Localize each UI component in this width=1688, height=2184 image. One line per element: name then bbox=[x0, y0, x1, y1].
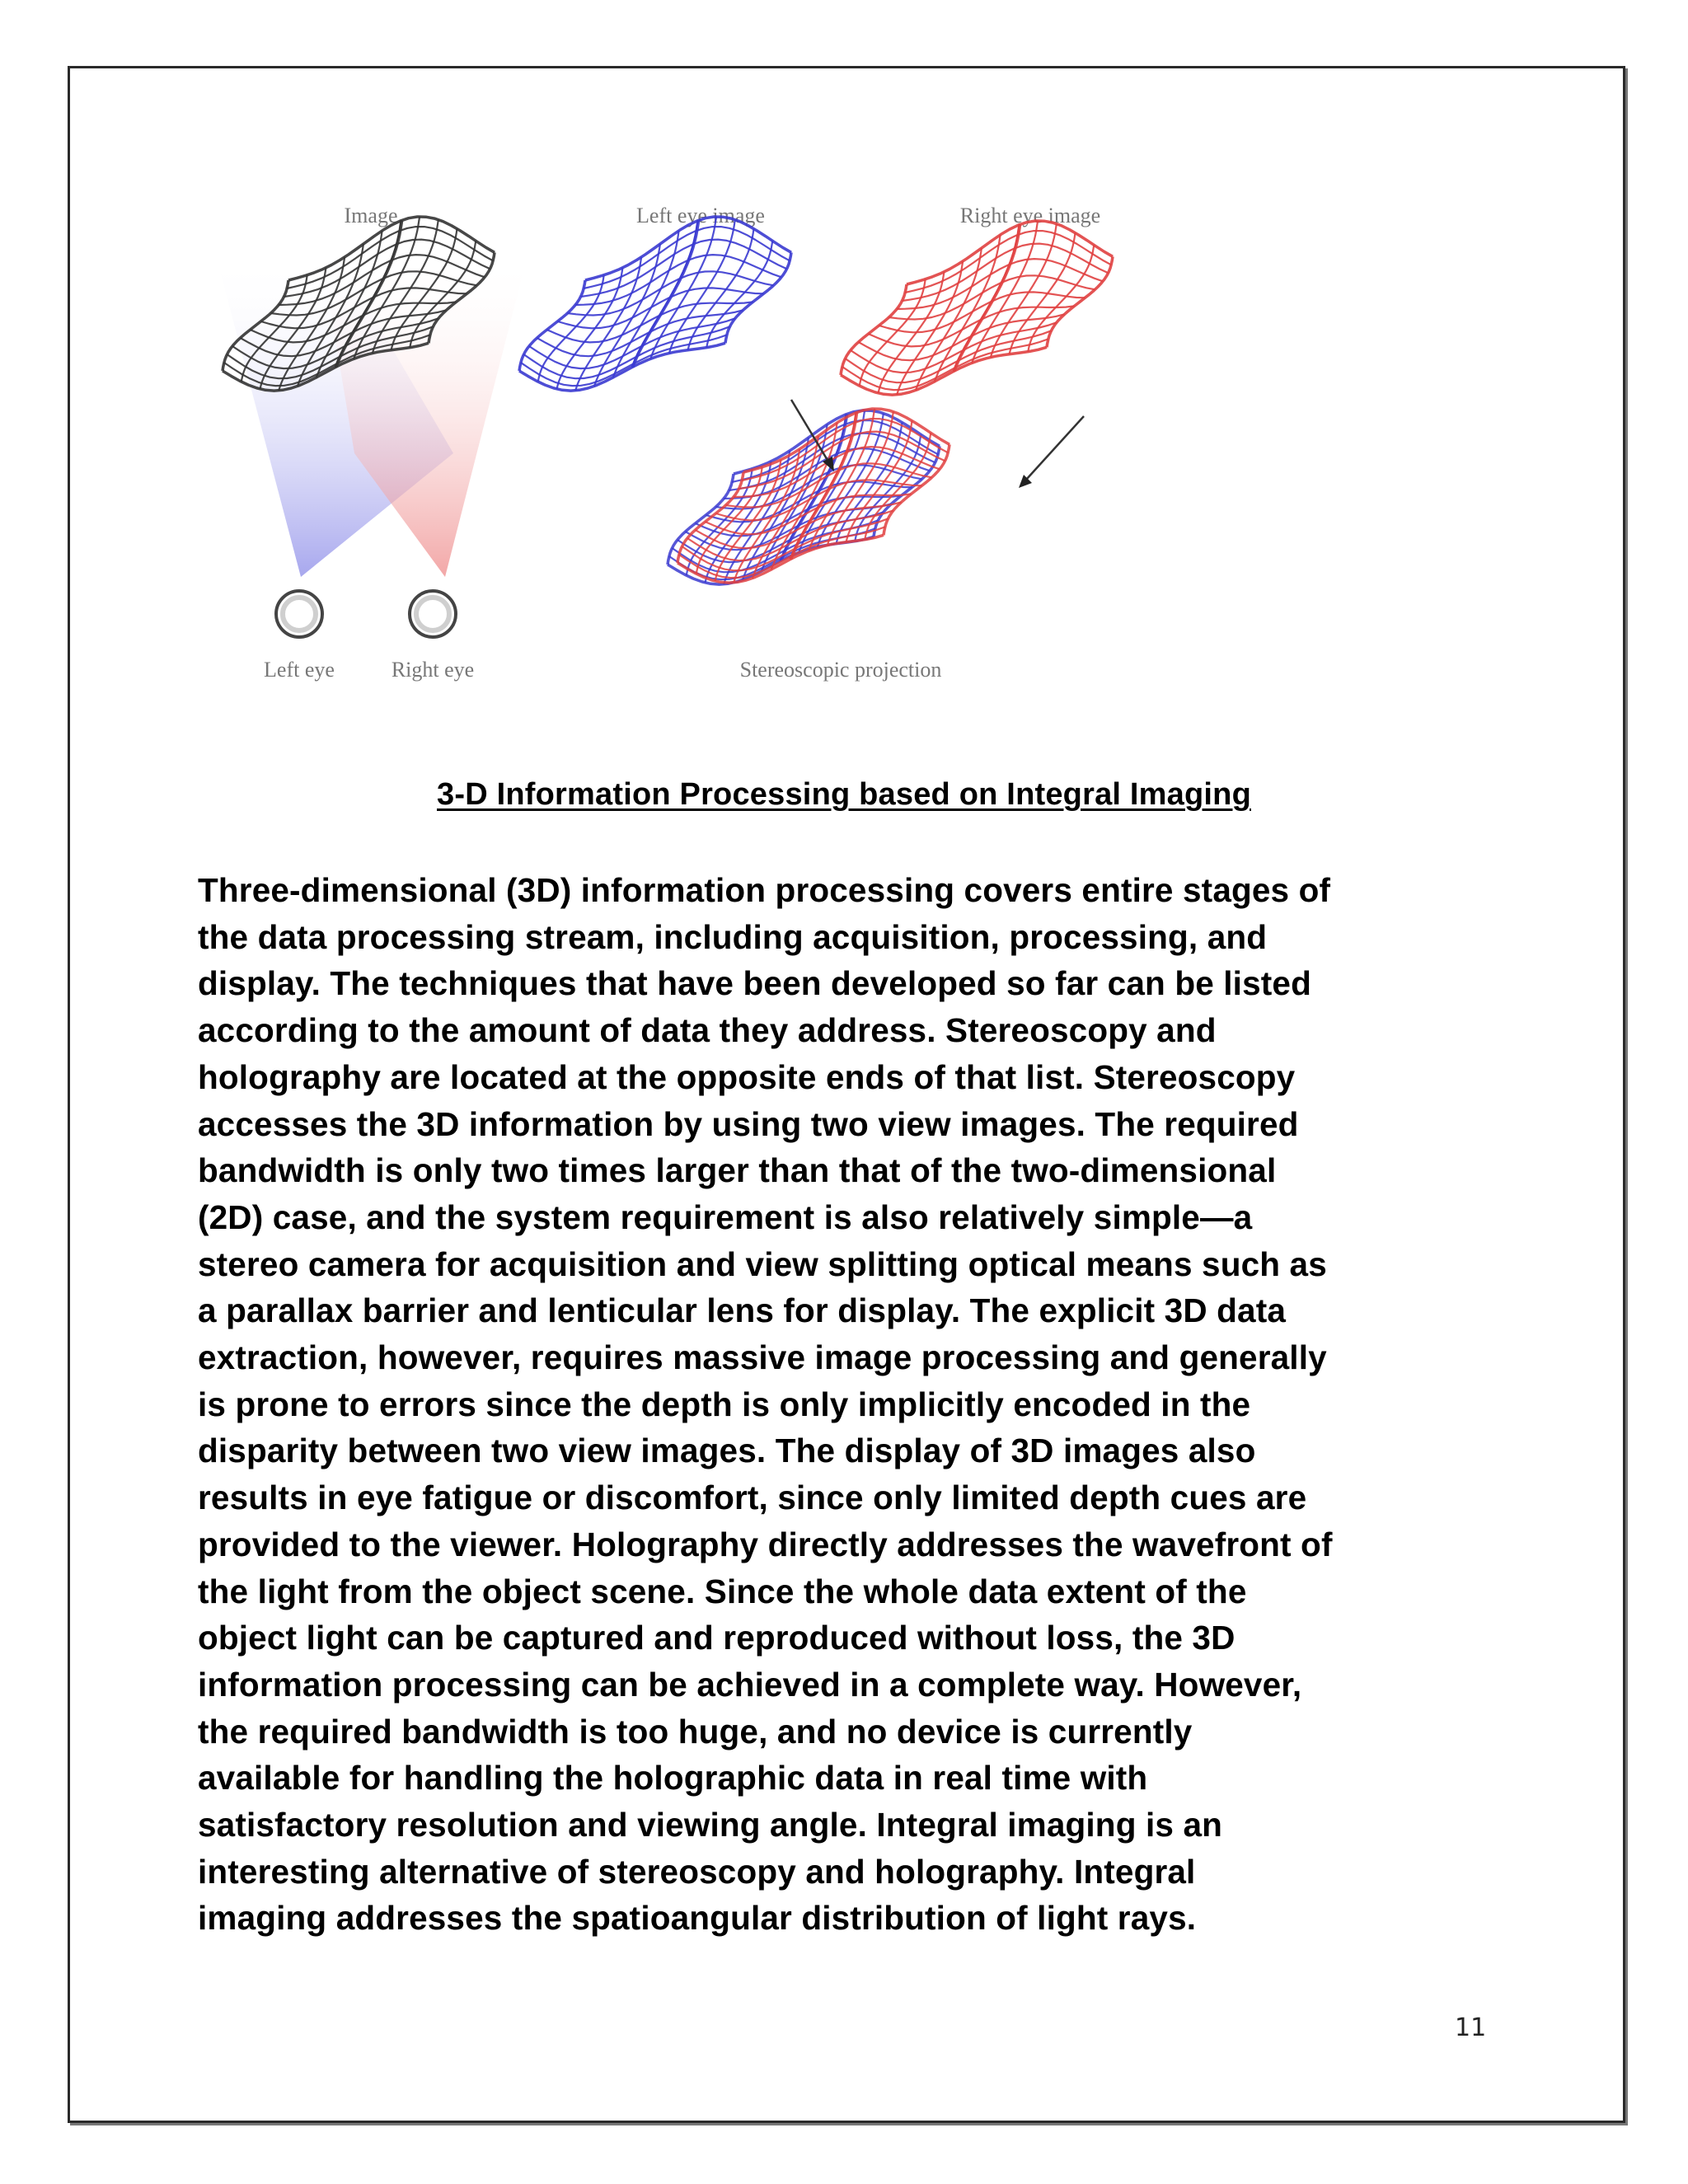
body-line: according to the amount of data they address. Stereoscopy and bbox=[198, 1011, 1217, 1050]
body-line: imaging addresses the spatioangular distribution of light rays. bbox=[198, 1899, 1197, 1938]
body-line: Three-dimensional (3D) information processing covers entire stages of bbox=[198, 871, 1331, 909]
surface-mesh-stereoscopic bbox=[668, 409, 950, 584]
section-heading: 3-D Information Processing based on Integral Imaging bbox=[437, 777, 1251, 812]
body-line: the data processing stream, including acquisition, processing, and bbox=[198, 917, 1268, 956]
label-left-eye: Left eye bbox=[264, 658, 335, 682]
body-line: display. The techniques that have been developed so far can be listed bbox=[198, 964, 1311, 1003]
body-line: bandwidth is only two times larger than that of the two-dimensional bbox=[198, 1151, 1277, 1190]
body-line: information processing can be achieved in a complete way. However, bbox=[198, 1665, 1302, 1704]
body-line: provided to the viewer. Holography directly addresses the wavefront of bbox=[198, 1525, 1333, 1563]
body-line: stereo camera for acquisition and view splitting optical means such as bbox=[198, 1244, 1327, 1283]
body-line: satisfactory resolution and viewing angle. Integral imaging is an bbox=[198, 1806, 1223, 1844]
body-line: disparity between two view images. The display of 3D images also bbox=[198, 1432, 1256, 1470]
label-left-eye-image: Left eye image bbox=[636, 204, 765, 227]
label-right-eye-image: Right eye image bbox=[959, 204, 1101, 227]
surface-mesh-right-eye bbox=[841, 221, 1113, 395]
body-line: available for handling the holographic data in real time with bbox=[198, 1759, 1148, 1797]
arrow-right-to-projection-icon bbox=[1019, 416, 1084, 488]
label-right-eye: Right eye bbox=[391, 658, 475, 682]
body-line: the light from the object scene. Since the whole data extent of the bbox=[198, 1572, 1247, 1610]
body-paragraph bbox=[198, 867, 1517, 1942]
body-line: is prone to errors since the depth is only implicitly encoded in the bbox=[198, 1385, 1251, 1423]
surface-mesh-left-eye bbox=[519, 217, 791, 391]
label-image: Image bbox=[344, 204, 398, 227]
label-stereoscopic-projection: Stereoscopic projection bbox=[739, 658, 942, 682]
page-number: 11 bbox=[1455, 2013, 1487, 2042]
body-line: extraction, however, requires massive image processing and generally bbox=[198, 1338, 1327, 1377]
body-line: results in eye fatigue or discomfort, since only limited depth cues are bbox=[198, 1479, 1307, 1517]
right-eye-icon bbox=[410, 591, 456, 637]
left-eye-icon bbox=[276, 591, 322, 637]
body-line: a parallax barrier and lenticular lens for display. The explicit 3D data bbox=[198, 1291, 1287, 1330]
body-line: (2D) case, and the system requirement is also relatively simple—a bbox=[198, 1197, 1253, 1236]
body-line: interesting alternative of stereoscopy and holography. Integral bbox=[198, 1852, 1196, 1891]
body-line: the required bandwidth is too huge, and no device is currently bbox=[198, 1712, 1193, 1750]
stereoscopy-figure bbox=[206, 190, 1236, 717]
body-line: accesses the 3D information by using two view images. The required bbox=[198, 1104, 1299, 1143]
body-line: holography are located at the opposite ends of that list. Stereoscopy bbox=[198, 1057, 1296, 1096]
body-line: object light can be captured and reproduced without loss, the 3D bbox=[198, 1619, 1236, 1657]
